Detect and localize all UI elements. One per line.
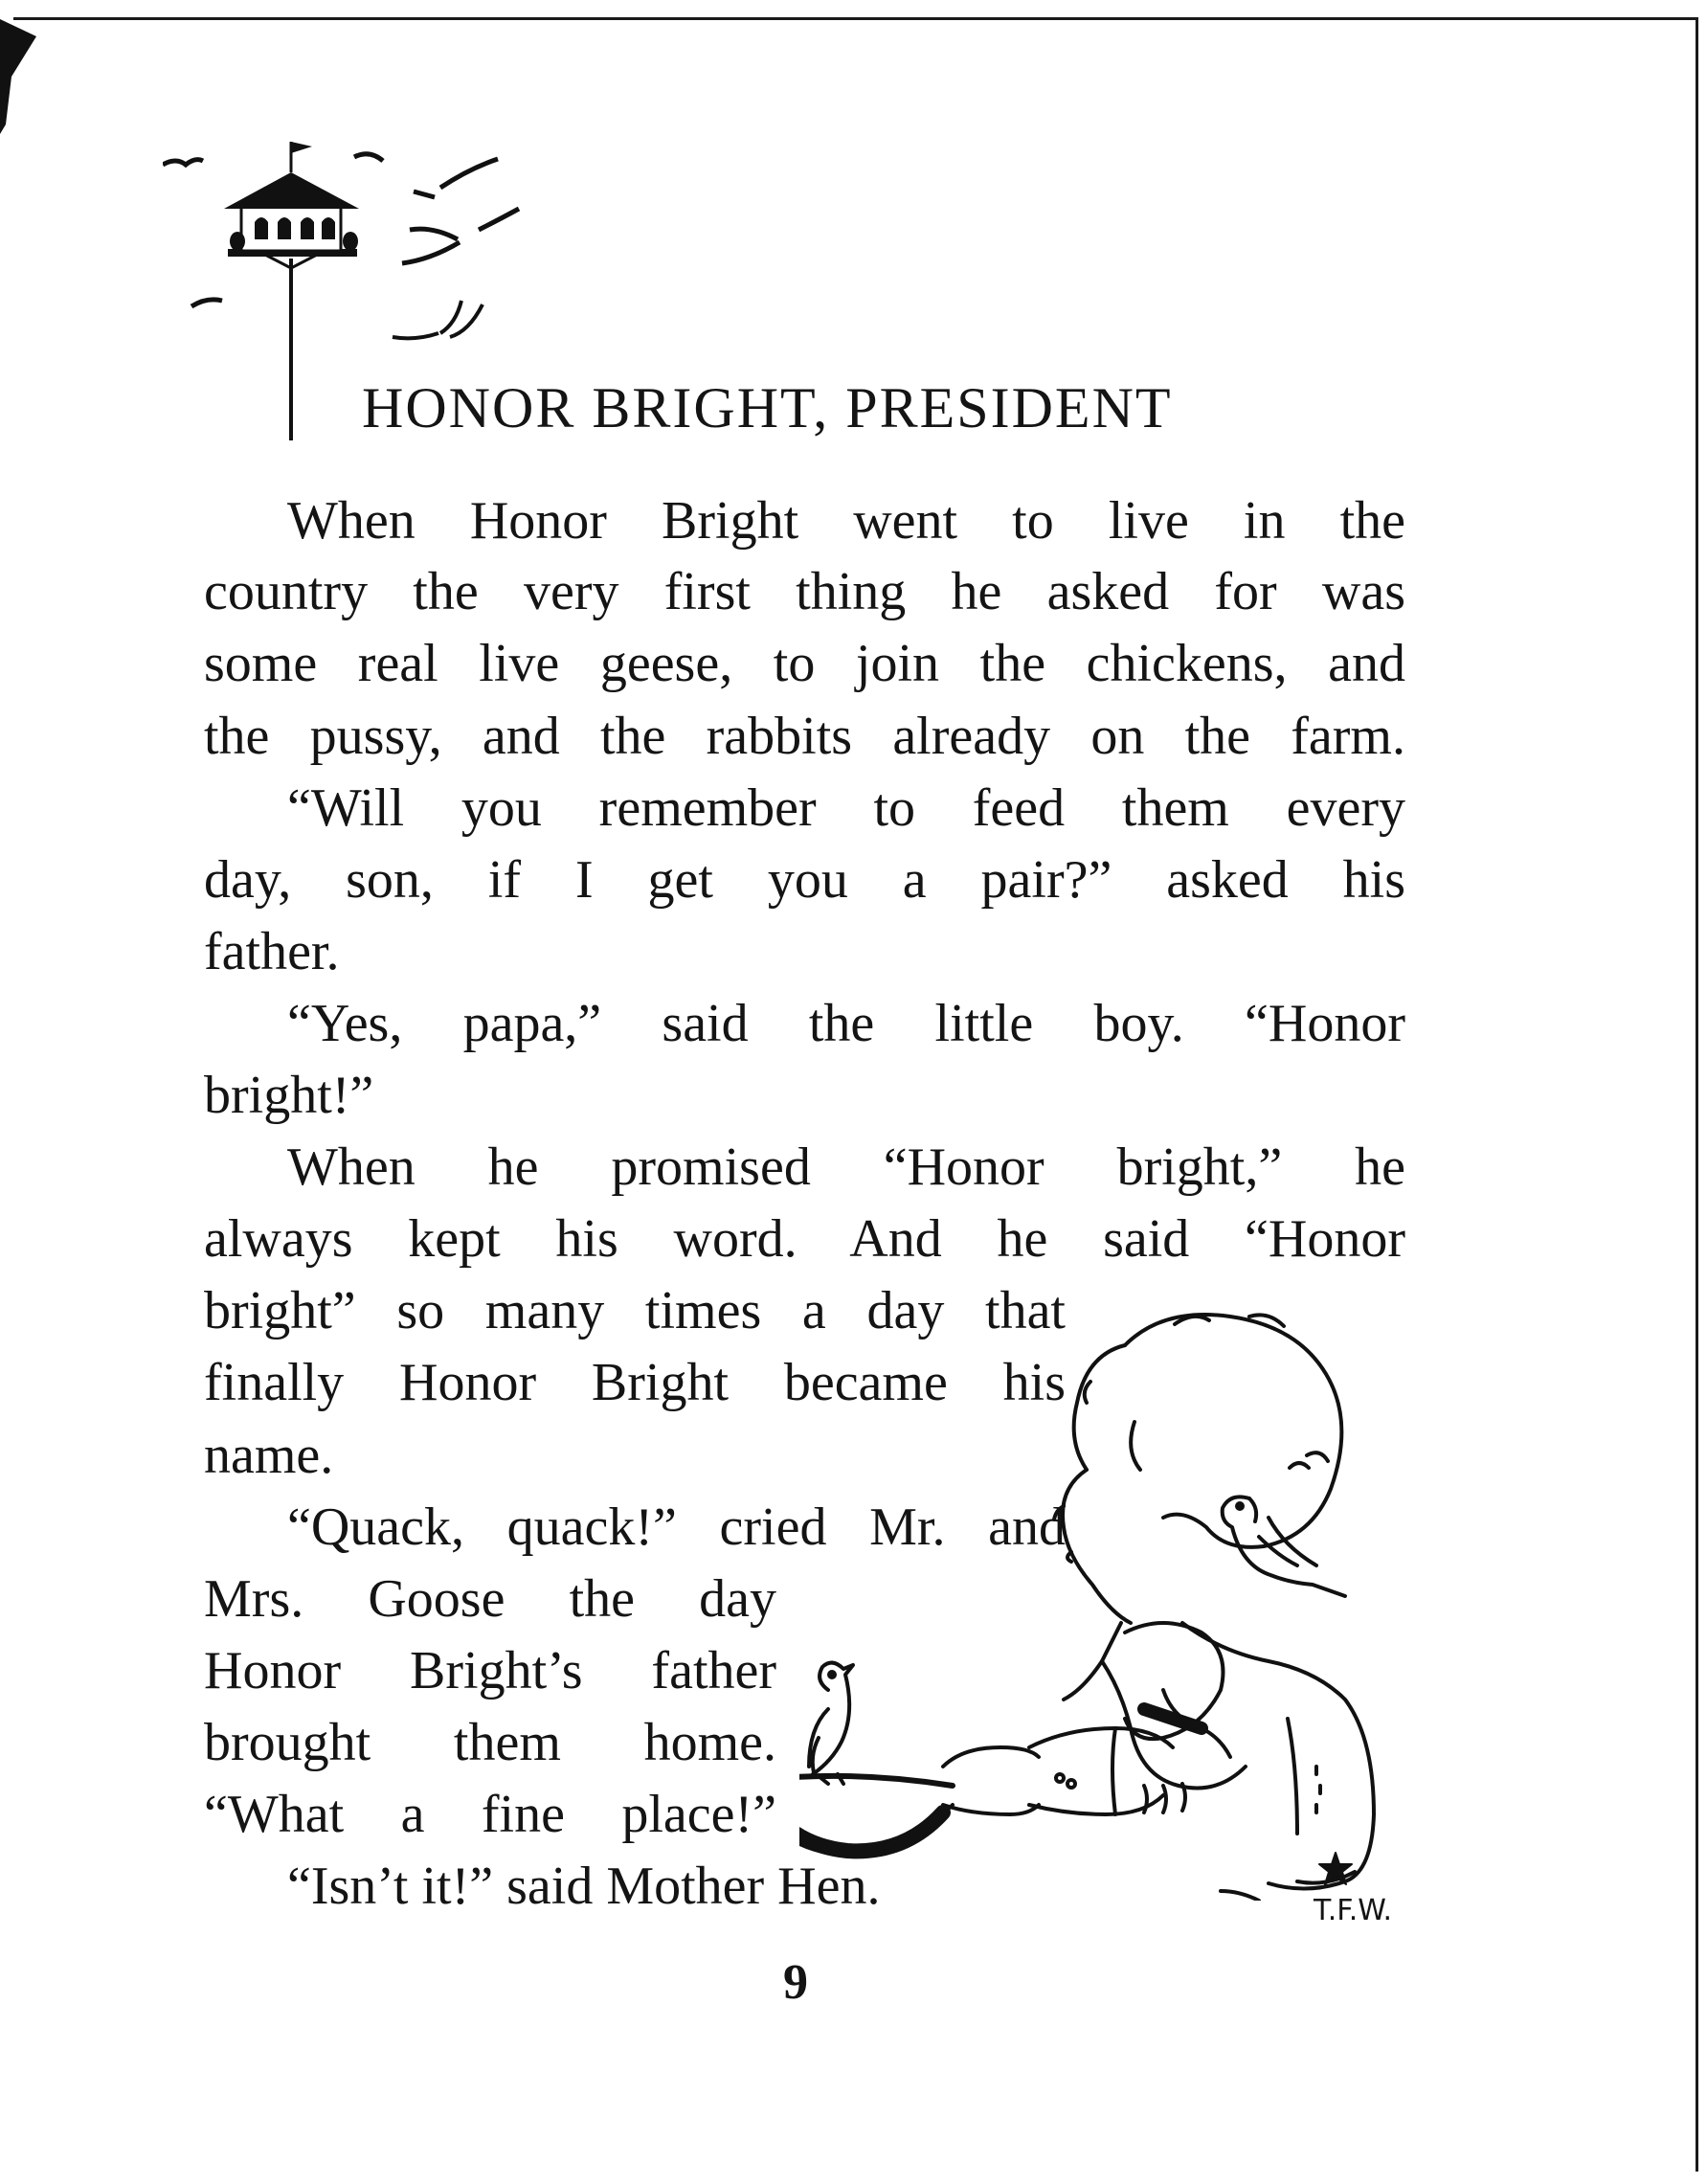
text-line: always kept his word. And he said “Honor xyxy=(204,1209,1405,1269)
text-line: day, son, if I get you a pair?” asked his xyxy=(204,850,1405,910)
text-line: some real live geese, to join the chickens, and xyxy=(204,634,1405,693)
page-number: 9 xyxy=(783,1955,808,2010)
text-line: bright!” xyxy=(204,1066,374,1125)
illustrator-monogram: T.F.W. xyxy=(1314,1894,1393,1927)
text-line: name. xyxy=(204,1426,334,1485)
text-line: “Quack, quack!” cried Mr. and xyxy=(287,1497,1066,1557)
text-line: bright” so many times a day that xyxy=(204,1281,1066,1340)
text-line: the pussy, and the rabbits already on the farm. xyxy=(204,707,1405,766)
text-line: “Isn’t it!” said Mother Hen. xyxy=(287,1857,881,1916)
text-line: “Will you remember to feed them every xyxy=(287,778,1405,838)
boy-holding-bowl-with-bird-illustration xyxy=(799,1288,1412,1901)
text-line: “What a fine place!” xyxy=(204,1785,776,1844)
text-line: When he promised “Honor bright,” he xyxy=(287,1137,1405,1197)
text-line: When Honor Bright went to live in the xyxy=(287,491,1405,551)
text-line: finally Honor Bright became his xyxy=(204,1353,1066,1412)
text-line: father. xyxy=(204,922,340,981)
chapter-title: HONOR BRIGHT, PRESIDENT xyxy=(362,376,1173,439)
text-line: “Yes, papa,” said the little boy. “Honor xyxy=(287,994,1405,1053)
text-line: country the very first thing he asked for was xyxy=(204,562,1405,621)
text-line: Honor Bright’s father xyxy=(204,1641,776,1700)
text-line: Mrs. Goose the day xyxy=(204,1569,776,1629)
text-line: brought them home. xyxy=(204,1713,776,1772)
scan-corner-mark xyxy=(0,19,38,134)
